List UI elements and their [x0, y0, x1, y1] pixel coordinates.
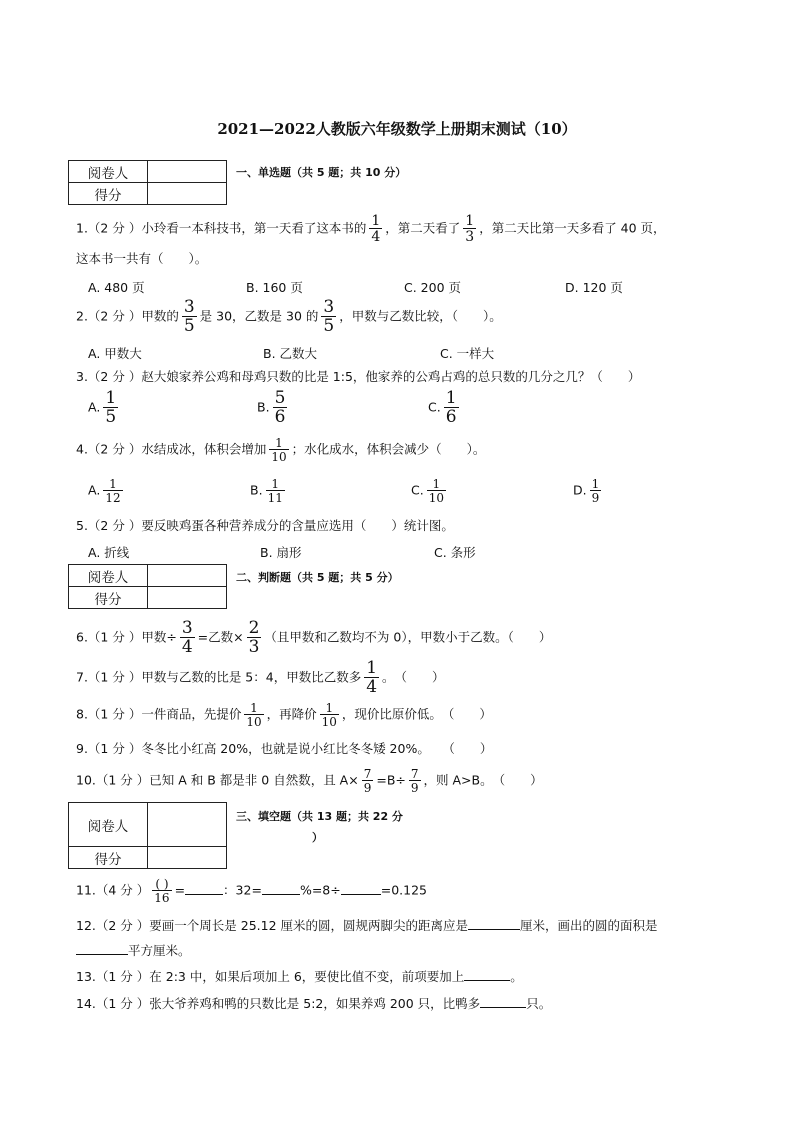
question-1: 1.（2 分 ）小玲看一本科技书，第一天看了这本书的 $\frac{1}{4}$ ，第二天看了 $\frac{1}{3}$ ，第二天比第一天多看了 40 页， — [76, 213, 666, 245]
option-4a[interactable]: A. $\frac{1}{12}$ — [88, 477, 121, 505]
blank-field[interactable] — [480, 1007, 526, 1008]
grader-label: 阅卷人 — [69, 565, 148, 587]
fraction: $\frac{1}{10}$ — [246, 701, 262, 729]
fraction: $\frac{3}{5}$ — [323, 297, 335, 336]
blank-field[interactable] — [185, 894, 223, 895]
option-4b[interactable]: B. $\frac{1}{11}$ — [250, 477, 283, 505]
option-2b[interactable]: B. 乙数大 — [263, 346, 318, 361]
question-5: 5.（2 分 ）要反映鸡蛋各种营养成分的含量应选用（ ）统计图。 — [76, 518, 454, 533]
fraction: $\frac{7}{9}$ — [363, 767, 372, 795]
option-1a[interactable]: A. 480 页 — [88, 280, 145, 295]
fraction: $\frac{3}{4}$ — [181, 618, 193, 657]
option-2c[interactable]: C. 一样大 — [440, 346, 495, 361]
grader-field[interactable] — [148, 565, 227, 587]
question-3: 3.（2 分 ）赵大娘家养公鸡和母鸡只数的比是 1:5，他家养的公鸡占鸡的总只数的几分之几？（ ） — [76, 369, 641, 384]
grader-label: 阅卷人 — [69, 803, 148, 847]
question-9: 9.（1 分 ）冬冬比小红高 20%，也就是说小红比冬冬矮 20%。 （ ） — [76, 741, 493, 756]
option-4d[interactable]: D. $\frac{1}{9}$ — [573, 477, 600, 505]
option-1d[interactable]: D. 120 页 — [565, 280, 623, 295]
score-label: 得分 — [69, 183, 148, 205]
question-6: 6.（1 分 ）甲数÷ $\frac{3}{4}$ =乙数× $\frac{2}{3}$ （且甲数和乙数均不为 0），甲数小于乙数。（ ） — [76, 618, 552, 657]
fraction: $\frac{1}{10}$ — [321, 701, 337, 729]
score-label: 得分 — [69, 847, 148, 869]
option-4c[interactable]: C. $\frac{1}{10}$ — [411, 477, 444, 505]
fraction: $\frac{3}{5}$ — [183, 297, 195, 336]
question-11: 11.（4 分 ） $\frac{( )}{16}$ = ：32= %=8÷ =0.125 — [76, 877, 427, 905]
page-title: 2021—2022人教版六年级数学上册期末测试（10） — [217, 120, 577, 138]
question-1-line2: 这本书一共有（ ）。 — [76, 251, 208, 266]
fraction: $\frac{2}{3}$ — [248, 618, 260, 657]
section-heading-2: 二、判断题（共 5 题；共 5 分） — [236, 571, 399, 584]
score-box-1 — [68, 160, 227, 205]
blank-field[interactable] — [468, 929, 520, 930]
question-7: 7.（1 分 ）甲数与乙数的比是 5：4，甲数比乙数多 $\frac{1}{4}$ 。 （ ） — [76, 658, 445, 697]
grader-field[interactable] — [148, 161, 227, 183]
option-5c[interactable]: C. 条形 — [434, 545, 476, 560]
fraction: $\frac{( )}{16}$ — [154, 877, 170, 905]
question-14: 14.（1 分 ）张大爷养鸡和鸭的只数比是 5:2，如果养鸡 200 只，比鸭多 只。 — [76, 996, 552, 1011]
question-13: 13.（1 分 ）在 2:3 中，如果后项加上 6，要使比值不变，前项要加上 。 — [76, 969, 523, 984]
score-field[interactable] — [148, 183, 227, 205]
fraction: $\frac{1}{10}$ — [271, 436, 287, 464]
blank-field[interactable] — [76, 954, 128, 955]
section-heading-1: 一、单选题（共 5 题；共 10 分） — [236, 166, 407, 179]
score-box-3 — [68, 802, 227, 869]
grader-label: 阅卷人 — [69, 161, 148, 183]
score-box-2 — [68, 564, 227, 609]
section-heading-3-close: ） — [312, 831, 323, 844]
option-1c[interactable]: C. 200 页 — [404, 280, 462, 295]
option-3c[interactable]: C. $\frac{1}{6}$ — [428, 388, 457, 427]
question-10: 10.（1 分 ）已知 A 和 B 都是非 0 自然数，且 A× $\frac{7}{9}$ =B÷ $\frac{7}{9}$ ，则 A>B。 （ ） — [76, 767, 543, 795]
blank-field[interactable] — [341, 894, 381, 895]
grader-field[interactable] — [148, 803, 227, 847]
option-3b[interactable]: B. $\frac{5}{6}$ — [257, 388, 286, 427]
score-field[interactable] — [148, 587, 227, 609]
option-3a[interactable]: A. $\frac{1}{5}$ — [88, 388, 117, 427]
section-heading-3: 三、填空题（共 13 题；共 22 分 — [236, 810, 403, 823]
question-12-line2: 平方厘米。 — [76, 942, 191, 960]
score-field[interactable] — [148, 847, 227, 869]
option-5a[interactable]: A. 折线 — [88, 545, 130, 560]
score-label: 得分 — [69, 587, 148, 609]
question-8: 8.（1 分 ）一件商品，先提价 $\frac{1}{10}$ ，再降价 $\frac{1}{10}$ ，现价比原价低。 （ ） — [76, 701, 492, 729]
question-4: 4.（2 分 ）水结成冰，体积会增加 $\frac{1}{10}$ ；水化成水，体积会减少（ ）。 — [76, 436, 486, 464]
fraction: $\frac{1}{4}$ — [366, 658, 378, 697]
question-2: 2.（2 分 ）甲数的 $\frac{3}{5}$ 是 30，乙数是 30 的 $\frac{3}{5}$ ，甲数与乙数比较，（ ）。 — [76, 297, 502, 336]
blank-field[interactable] — [464, 980, 510, 981]
option-2a[interactable]: A. 甲数大 — [88, 346, 142, 361]
option-5b[interactable]: B. 扇形 — [260, 545, 302, 560]
blank-field[interactable] — [262, 894, 300, 895]
fraction: $\frac{1}{3}$ — [465, 213, 475, 245]
option-1b[interactable]: B. 160 页 — [246, 280, 303, 295]
question-12: 12.（2 分 ）要画一个周长是 25.12 厘米的圆，圆规两脚尖的距离应是 厘米，画出的圆的面积是 — [76, 918, 658, 933]
fraction: $\frac{1}{4}$ — [371, 213, 381, 245]
fraction: $\frac{7}{9}$ — [410, 767, 419, 795]
